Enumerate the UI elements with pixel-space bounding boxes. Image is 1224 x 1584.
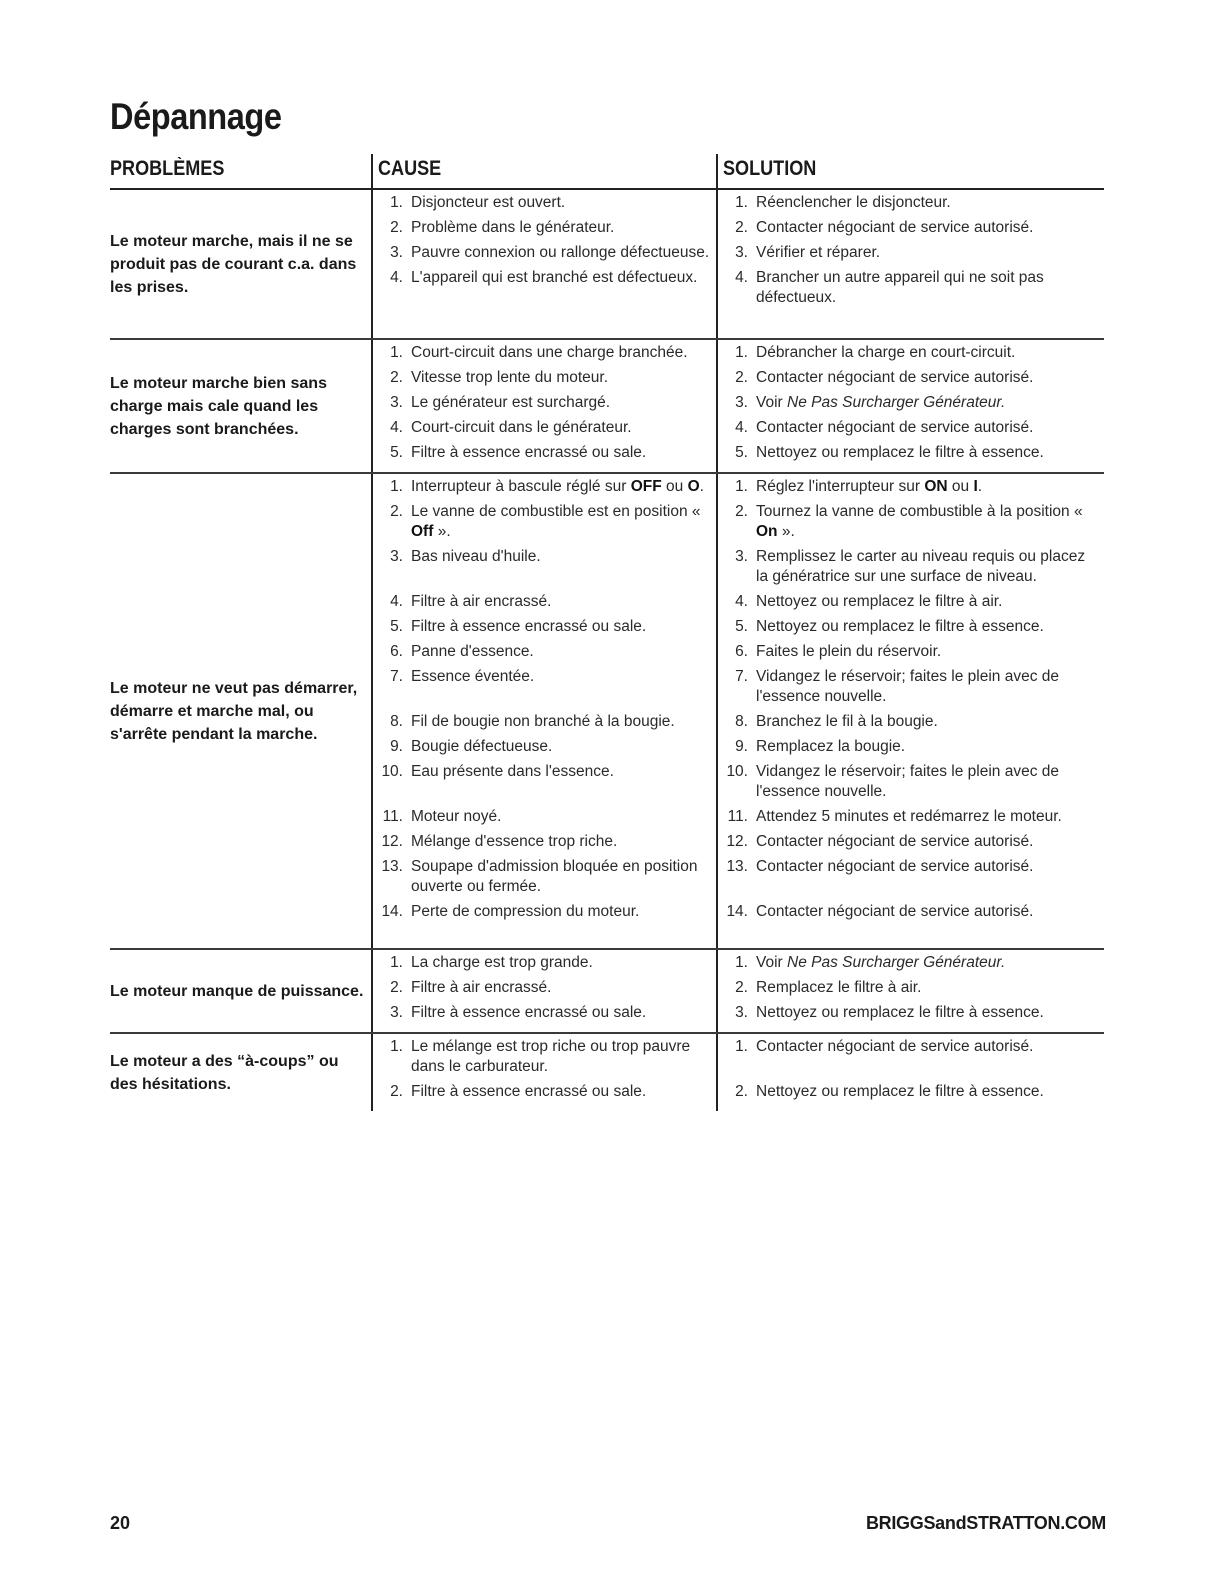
solution-text-wrap — [756, 477, 1100, 497]
cause-text-wrap — [411, 807, 712, 827]
solution-em-text: Ne Pas Surcharger Générateur. — [787, 954, 1006, 971]
problem-cell — [110, 474, 371, 948]
cause-text: Filtre à essence encrassé ou sale. — [411, 1083, 647, 1100]
cause-text-wrap — [411, 477, 712, 497]
solution-pre-text: Voir — [756, 394, 788, 411]
cause-text-wrap — [411, 243, 712, 263]
solution-post-text: . — [977, 478, 983, 495]
solution-text-wrap — [756, 443, 1100, 463]
cause-text-wrap — [411, 502, 712, 542]
solution-text-wrap — [756, 762, 1100, 802]
cause-item — [381, 193, 712, 213]
cause-item — [381, 418, 712, 438]
solution-text: Contacter négociant de service autorisé. — [756, 219, 1034, 236]
solution-item — [726, 218, 1100, 238]
cause-item — [381, 268, 712, 308]
header-cause: CAUSE — [371, 154, 716, 190]
item-number: 1. — [735, 194, 748, 211]
cause-cell — [371, 1034, 716, 1111]
cause-text: Filtre à air encrassé. — [411, 979, 552, 996]
cause-text: Bas niveau d'huile. — [411, 548, 541, 565]
solution-text-wrap — [756, 1003, 1100, 1023]
problem-cell — [110, 1034, 371, 1111]
cause-item — [381, 807, 712, 827]
header-problems: PROBLÈMES — [110, 157, 225, 180]
solution-text-wrap — [756, 502, 1100, 542]
cause-text: Court-circuit dans une charge branchée. — [411, 344, 688, 361]
item-number: 2. — [390, 1083, 403, 1100]
cause-post-text: . — [699, 478, 704, 495]
problem-text: Le moteur manque de puissance. — [110, 982, 364, 1000]
solution-item — [726, 902, 1100, 922]
problem-row — [110, 190, 1104, 340]
item-number: 1. — [735, 1038, 748, 1055]
item-number: 1. — [390, 478, 403, 495]
item-number: 3. — [390, 244, 403, 261]
solution-text-wrap — [756, 592, 1100, 612]
item-number: 3. — [735, 244, 748, 261]
item-number: 2. — [735, 979, 748, 996]
item-number: 3. — [735, 1004, 748, 1021]
solution-text: Réenclencher le disjoncteur. — [756, 194, 951, 211]
solution-text-wrap — [756, 737, 1100, 757]
cause-text-wrap — [411, 978, 712, 998]
solution-text-wrap — [756, 343, 1100, 363]
item-number: 2. — [735, 219, 748, 236]
item-number: 4. — [735, 593, 748, 610]
cause-item — [381, 857, 712, 897]
cause-b1-text: OFF — [630, 478, 662, 495]
solution-item — [726, 832, 1100, 852]
solution-text-wrap — [756, 642, 1100, 662]
item-number: 5. — [390, 618, 403, 635]
solution-text-wrap — [756, 418, 1100, 438]
cause-text: Moteur noyé. — [411, 808, 502, 825]
item-number: 1. — [390, 954, 403, 971]
solution-text-wrap — [756, 368, 1100, 388]
item-number: 13. — [381, 858, 403, 875]
item-number: 7. — [735, 668, 748, 685]
solution-text-wrap — [756, 667, 1100, 707]
cause-post-text: ». — [433, 523, 451, 540]
solution-post-text: ». — [777, 523, 795, 540]
solution-text: Faites le plein du réservoir. — [756, 643, 942, 660]
solution-item — [726, 193, 1100, 213]
solution-pre-text: Tournez la vanne de combustible à la position « — [756, 503, 1083, 520]
item-number: 4. — [735, 419, 748, 436]
item-number: 3. — [735, 548, 748, 565]
troubleshooting-table — [110, 190, 1104, 1111]
solution-text: Vidangez le réservoir; faites le plein avec de l'essence nouvelle. — [756, 668, 1059, 705]
problem-row — [110, 340, 1104, 474]
cause-pre-text: Interrupteur à bascule réglé sur — [411, 478, 631, 495]
item-number: 1. — [735, 954, 748, 971]
cause-text-wrap — [411, 737, 712, 757]
cause-b2-text: O — [687, 478, 700, 495]
item-number: 14. — [381, 903, 403, 920]
cause-item — [381, 1003, 712, 1023]
item-number: 1. — [390, 344, 403, 361]
solution-item — [726, 418, 1100, 438]
solution-text-wrap — [756, 832, 1100, 852]
solution-text: Contacter négociant de service autorisé. — [756, 858, 1034, 875]
item-number: 2. — [735, 503, 748, 520]
item-number: 14. — [726, 903, 748, 920]
problem-text: Le moteur ne veut pas démarrer, démarre et marche mal, ou s'arrête pendant la marche. — [110, 679, 358, 743]
solution-text-wrap — [756, 857, 1100, 897]
solution-pre-text: Voir — [756, 954, 788, 971]
item-number: 6. — [390, 643, 403, 660]
solution-item — [726, 343, 1100, 363]
item-number: 5. — [735, 618, 748, 635]
solution-text-wrap — [756, 1037, 1100, 1077]
cause-text: Filtre à essence encrassé ou sale. — [411, 618, 647, 635]
solution-item — [726, 617, 1100, 637]
cause-text: Pauvre connexion ou rallonge défectueuse. — [411, 244, 710, 261]
cause-text: Eau présente dans l'essence. — [411, 763, 614, 780]
item-number: 9. — [390, 738, 403, 755]
solution-b-text: On — [756, 523, 778, 540]
cause-cell — [371, 474, 716, 948]
cause-text: Perte de compression du moteur. — [411, 903, 640, 920]
solution-item — [726, 368, 1100, 388]
cause-text-wrap — [411, 393, 712, 413]
solution-item — [726, 1003, 1100, 1023]
solution-text: Nettoyez ou remplacez le filtre à essence. — [756, 618, 1044, 635]
item-number: 1. — [735, 344, 748, 361]
solution-text-wrap — [756, 393, 1100, 413]
solution-item — [726, 393, 1100, 413]
cause-item — [381, 832, 712, 852]
website-url: BRIGGSandSTRATTON.COM — [865, 1513, 1106, 1533]
item-number: 6. — [735, 643, 748, 660]
solution-text-wrap — [756, 712, 1100, 732]
item-number: 11. — [382, 808, 403, 825]
cause-b-text: Off — [411, 523, 434, 540]
solution-text: Brancher un autre appareil qui ne soit pas défectueux. — [756, 269, 1044, 306]
solution-item — [726, 268, 1100, 308]
cause-text-wrap — [411, 443, 712, 463]
page-title: Dépannage — [110, 96, 282, 137]
item-number: 10. — [381, 763, 403, 780]
problem-text: Le moteur a des “à-coups” ou des hésitations. — [110, 1052, 339, 1093]
cause-text: Essence éventée. — [411, 668, 535, 685]
cause-text-wrap — [411, 368, 712, 388]
cause-item — [381, 667, 712, 707]
solution-pre-text: Réglez l'interrupteur sur — [756, 478, 925, 495]
item-number: 2. — [390, 979, 403, 996]
solution-item — [726, 712, 1100, 732]
solution-item — [726, 443, 1100, 463]
solution-item — [726, 807, 1100, 827]
solution-text-wrap — [756, 807, 1100, 827]
header-solution: SOLUTION — [716, 154, 1104, 190]
problem-row — [110, 950, 1104, 1034]
solution-item — [726, 762, 1100, 802]
cause-item — [381, 953, 712, 973]
item-number: 9. — [735, 738, 748, 755]
cause-text-wrap — [411, 1037, 712, 1077]
cause-item — [381, 343, 712, 363]
cause-text-wrap — [411, 857, 712, 897]
cause-item — [381, 762, 712, 802]
cause-item — [381, 902, 712, 922]
cause-item — [381, 477, 712, 497]
cause-mid-text: ou — [661, 478, 688, 495]
solution-text-wrap — [756, 902, 1100, 922]
solution-text: Contacter négociant de service autorisé. — [756, 1038, 1034, 1055]
cause-item — [381, 443, 712, 463]
solution-text: Vidangez le réservoir; faites le plein avec de l'essence nouvelle. — [756, 763, 1059, 800]
item-number: 1. — [390, 194, 403, 211]
solution-text: Contacter négociant de service autorisé. — [756, 419, 1034, 436]
cause-item — [381, 978, 712, 998]
cause-text-wrap — [411, 762, 712, 802]
solution-text: Contacter négociant de service autorisé. — [756, 833, 1034, 850]
cause-text-wrap — [411, 832, 712, 852]
item-number: 3. — [390, 394, 403, 411]
item-number: 7. — [390, 668, 403, 685]
cause-text-wrap — [411, 268, 712, 308]
cause-text-wrap — [411, 1003, 712, 1023]
cause-text-wrap — [411, 1082, 712, 1102]
solution-text: Nettoyez ou remplacez le filtre à essence. — [756, 444, 1044, 461]
solution-em-text: Ne Pas Surcharger Générateur. — [787, 394, 1006, 411]
item-number: 2. — [735, 1083, 748, 1100]
item-number: 4. — [390, 419, 403, 436]
cause-item — [381, 1082, 712, 1102]
problem-row — [110, 1034, 1104, 1111]
cause-text: Disjoncteur est ouvert. — [411, 194, 566, 211]
cause-item — [381, 737, 712, 757]
cause-text-wrap — [411, 953, 712, 973]
problem-cell — [110, 190, 371, 338]
problem-text: Le moteur marche bien sans charge mais cale quand les charges sont branchées. — [110, 374, 327, 438]
item-number: 5. — [735, 444, 748, 461]
problem-row — [110, 474, 1104, 950]
solution-text-wrap — [756, 193, 1100, 213]
item-number: 1. — [735, 478, 748, 495]
cause-item — [381, 712, 712, 732]
cause-text: Panne d'essence. — [411, 643, 534, 660]
solution-text-wrap — [756, 953, 1100, 973]
item-number: 2. — [390, 219, 403, 236]
solution-text-wrap — [756, 547, 1100, 587]
cause-text: Le générateur est surchargé. — [411, 394, 611, 411]
solution-cell — [716, 950, 1104, 1032]
cause-cell — [371, 190, 716, 338]
item-number: 5. — [390, 444, 403, 461]
cause-item — [381, 592, 712, 612]
solution-text: Nettoyez ou remplacez le filtre à air. — [756, 593, 1003, 610]
cause-item — [381, 1037, 712, 1077]
item-number: 12. — [726, 833, 748, 850]
item-number: 2. — [735, 369, 748, 386]
solution-item — [726, 1037, 1100, 1077]
solution-text: Nettoyez ou remplacez le filtre à essence. — [756, 1004, 1044, 1021]
cause-item — [381, 617, 712, 637]
item-number: 8. — [390, 713, 403, 730]
cause-text-wrap — [411, 547, 712, 587]
solution-item — [726, 737, 1100, 757]
cause-text: Court-circuit dans le générateur. — [411, 419, 632, 436]
solution-text-wrap — [756, 617, 1100, 637]
solution-text: Remplissez le carter au niveau requis ou placez la génératrice sur une surface de niveau. — [756, 548, 1086, 585]
problem-text: Le moteur marche, mais il ne se produit pas de courant c.a. dans les prises. — [110, 232, 357, 296]
solution-cell — [716, 1034, 1104, 1111]
item-number: 10. — [726, 763, 748, 780]
solution-mid-text: ou — [947, 478, 974, 495]
solution-text: Contacter négociant de service autorisé. — [756, 903, 1034, 920]
solution-text-wrap — [756, 978, 1100, 998]
cause-text: Filtre à essence encrassé ou sale. — [411, 1004, 647, 1021]
cause-cell — [371, 340, 716, 472]
solution-cell — [716, 340, 1104, 472]
cause-item — [381, 243, 712, 263]
solution-item — [726, 642, 1100, 662]
item-number: 3. — [735, 394, 748, 411]
cause-text-wrap — [411, 418, 712, 438]
cause-cell — [371, 950, 716, 1032]
cause-text-wrap — [411, 218, 712, 238]
solution-text-wrap — [756, 243, 1100, 263]
solution-item — [726, 978, 1100, 998]
solution-item — [726, 477, 1100, 497]
solution-item — [726, 1082, 1100, 1102]
cause-text: Le mélange est trop riche ou trop pauvre dans le carburateur. — [411, 1038, 691, 1075]
solution-text: Branchez le fil à la bougie. — [756, 713, 938, 730]
solution-item — [726, 953, 1100, 973]
solution-item — [726, 857, 1100, 897]
cause-item — [381, 502, 712, 542]
cause-text-wrap — [411, 902, 712, 922]
item-number: 2. — [390, 503, 403, 520]
cause-text-wrap — [411, 617, 712, 637]
cause-pre-text: Le vanne de combustible est en position « — [411, 503, 701, 520]
page-number: 20 — [110, 1513, 131, 1533]
solution-text-wrap — [756, 268, 1100, 308]
item-number: 3. — [390, 548, 403, 565]
cause-text-wrap — [411, 712, 712, 732]
cause-item — [381, 218, 712, 238]
solution-cell — [716, 190, 1104, 338]
item-number: 2. — [390, 369, 403, 386]
item-number: 12. — [381, 833, 403, 850]
cause-text-wrap — [411, 642, 712, 662]
cause-item — [381, 547, 712, 587]
solution-item — [726, 667, 1100, 707]
cause-text: La charge est trop grande. — [411, 954, 593, 971]
cause-text-wrap — [411, 667, 712, 707]
cause-text: Soupape d'admission bloquée en position ouverte ou fermée. — [411, 858, 698, 895]
solution-item — [726, 502, 1100, 542]
cause-text: Problème dans le générateur. — [411, 219, 615, 236]
solution-item — [726, 547, 1100, 587]
problem-cell — [110, 340, 371, 472]
item-number: 4. — [390, 269, 403, 286]
item-number: 4. — [735, 269, 748, 286]
cause-text: Filtre à air encrassé. — [411, 593, 552, 610]
solution-text: Débrancher la charge en court-circuit. — [756, 344, 1016, 361]
solution-text: Attendez 5 minutes et redémarrez le moteur. — [756, 808, 1062, 825]
solution-text: Remplacez le filtre à air. — [756, 979, 922, 996]
cause-text: Filtre à essence encrassé ou sale. — [411, 444, 647, 461]
solution-text: Contacter négociant de service autorisé. — [756, 369, 1034, 386]
solution-item — [726, 592, 1100, 612]
solution-text: Vérifier et réparer. — [756, 244, 881, 261]
cause-text: Mélange d'essence trop riche. — [411, 833, 618, 850]
cause-item — [381, 642, 712, 662]
item-number: 3. — [390, 1004, 403, 1021]
solution-text: Nettoyez ou remplacez le filtre à essence. — [756, 1083, 1044, 1100]
solution-text: Remplacez la bougie. — [756, 738, 906, 755]
solution-item — [726, 243, 1100, 263]
cause-text: Bougie défectueuse. — [411, 738, 553, 755]
item-number: 11. — [727, 808, 748, 825]
cause-item — [381, 368, 712, 388]
cause-text-wrap — [411, 343, 712, 363]
solution-text-wrap — [756, 218, 1100, 238]
item-number: 4. — [390, 593, 403, 610]
cause-text: L'appareil qui est branché est défectueux. — [411, 269, 698, 286]
item-number: 13. — [726, 858, 748, 875]
cause-text-wrap — [411, 193, 712, 213]
solution-b2-text: I — [973, 478, 978, 495]
item-number: 1. — [390, 1038, 403, 1055]
cause-item — [381, 393, 712, 413]
cause-text: Fil de bougie non branché à la bougie. — [411, 713, 675, 730]
cause-text-wrap — [411, 592, 712, 612]
item-number: 8. — [735, 713, 748, 730]
cause-text: Vitesse trop lente du moteur. — [411, 369, 609, 386]
solution-text-wrap — [756, 1082, 1100, 1102]
solution-b1-text: ON — [924, 478, 948, 495]
problem-cell — [110, 950, 371, 1032]
solution-cell — [716, 474, 1104, 948]
